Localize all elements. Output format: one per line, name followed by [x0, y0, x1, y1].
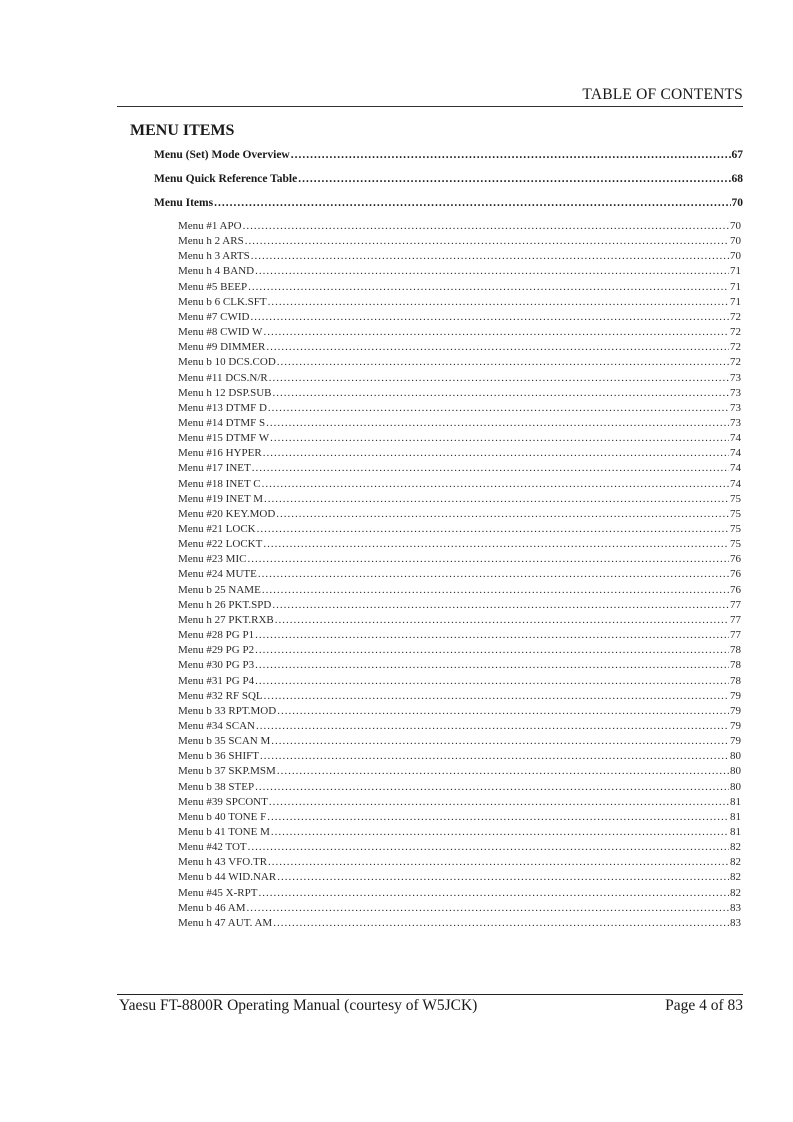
dot-leader — [258, 887, 729, 899]
toc-entry-page: 76 — [730, 553, 741, 566]
dot-leader — [266, 417, 729, 429]
toc-subentry[interactable] — [178, 553, 741, 565]
dot-leader — [273, 387, 729, 399]
dot-leader — [277, 356, 729, 368]
toc-entry-page: 81 — [730, 810, 741, 823]
toc-entry-title: Menu b 25 NAME — [178, 583, 261, 596]
toc-entry-page: 72 — [730, 356, 741, 369]
toc-entry-title: Menu #11 DCS.N/R — [178, 371, 268, 384]
toc-entry-page: 75 — [730, 523, 741, 535]
toc-entry-page: 78 — [730, 674, 741, 687]
toc-entry-page: 77 — [730, 613, 741, 626]
toc-subentry[interactable] — [178, 250, 741, 262]
toc-entry-page: 71 — [730, 265, 741, 278]
toc-entry-page: 77 — [730, 629, 741, 642]
toc-entry-title: Menu h 2 ARS — [178, 235, 244, 248]
toc-entry-page: 73 — [730, 371, 741, 384]
toc-entry-title: Menu #31 PG P4 — [178, 674, 255, 687]
dot-leader — [247, 902, 729, 914]
toc-entry-title: Menu Items — [154, 197, 214, 209]
dot-leader — [255, 675, 729, 687]
toc-entry-page: 72 — [730, 326, 741, 339]
toc-entry-page: 72 — [730, 310, 741, 323]
toc-entry-title: Menu #23 MIC — [178, 553, 247, 566]
toc-entry-page: 68 — [731, 173, 743, 185]
toc-entry-title: Menu #1 APO — [178, 220, 242, 232]
toc-subentry[interactable] — [178, 720, 741, 732]
toc-entry-page: 79 — [730, 719, 741, 732]
toc-entry-title: Menu b 38 STEP — [178, 780, 255, 793]
toc-subentry[interactable] — [178, 629, 741, 641]
toc-entry-title: Menu b 41 TONE M — [178, 826, 270, 838]
toc-entry-title: Menu #24 MUTE — [178, 568, 257, 581]
toc-subentry[interactable] — [178, 887, 741, 899]
dot-leader — [263, 326, 729, 338]
toc-entry-page: 82 — [730, 856, 741, 869]
toc-entry-title: Menu #32 RF SQL — [178, 689, 263, 702]
toc-entry-title: Menu #14 DTMF S — [178, 416, 266, 429]
toc-entry-page: 76 — [730, 568, 741, 581]
toc-entry-title: Menu #22 LOCKT — [178, 538, 263, 551]
toc-entry-title: Menu h 27 PKT.RXB — [178, 613, 274, 626]
toc-entry-page: 79 — [730, 735, 741, 748]
toc-entry-title: Menu #28 PG P1 — [178, 629, 255, 642]
toc-entry-page: 73 — [730, 416, 741, 429]
toc-subentry[interactable] — [178, 265, 741, 277]
toc-entry-title: Menu #29 PG P2 — [178, 644, 255, 657]
toc-subentry[interactable] — [178, 478, 741, 490]
dot-leader — [269, 372, 729, 384]
toc-subentry[interactable] — [178, 462, 741, 474]
toc-entry-page: 76 — [730, 583, 741, 596]
header-rule — [117, 106, 743, 107]
dot-leader — [270, 432, 729, 444]
toc-entry-title: Menu #17 INET — [178, 462, 251, 475]
toc-entry-page: 74 — [730, 432, 741, 445]
toc-entry-title: Menu h 26 PKT.SPD — [178, 598, 272, 611]
footer-title: Yaesu FT-8800R Operating Manual (courtesy of W5JCK) — [119, 997, 478, 1014]
toc-subentry[interactable] — [178, 902, 741, 914]
toc-subentry[interactable] — [178, 871, 741, 883]
toc-subentry[interactable] — [178, 493, 741, 505]
dot-leader — [266, 341, 729, 353]
header-title: TABLE OF CONTENTS — [582, 86, 743, 103]
dot-leader — [243, 220, 729, 232]
dot-leader — [257, 523, 729, 535]
toc-subentry[interactable] — [178, 690, 741, 702]
dot-leader — [255, 659, 729, 671]
toc-entry-page: 70 — [730, 250, 741, 263]
toc-entry-title: Menu (Set) Mode Overview — [154, 149, 290, 161]
toc-entry-title: Menu b 35 SCAN M — [178, 735, 271, 748]
toc-entry-page: 70 — [730, 235, 741, 248]
toc-entry-page: 72 — [730, 341, 741, 354]
toc-subentry[interactable] — [178, 675, 741, 687]
toc-subentry[interactable] — [178, 432, 741, 444]
toc-subentry[interactable] — [178, 220, 741, 232]
toc-subentry[interactable] — [178, 644, 741, 656]
dot-leader — [263, 447, 729, 459]
dot-leader — [277, 871, 729, 883]
dot-leader — [269, 796, 729, 808]
toc-entry-page: 74 — [730, 462, 741, 475]
dot-leader — [271, 735, 729, 747]
toc-subentry[interactable] — [178, 826, 741, 838]
toc-subentry[interactable] — [178, 614, 741, 626]
toc-entry-title: Menu #18 INET C — [178, 477, 261, 490]
toc-entry-page: 82 — [730, 841, 741, 854]
toc-entry-page: 80 — [730, 750, 741, 763]
toc-subentry[interactable] — [178, 917, 741, 929]
dot-leader — [267, 811, 729, 823]
dot-leader — [255, 265, 729, 277]
dot-leader — [255, 644, 729, 656]
toc-subentry[interactable] — [178, 765, 741, 777]
toc-subentry[interactable] — [178, 781, 741, 793]
dot-leader — [268, 296, 729, 308]
toc-entry-title: Menu Quick Reference Table — [154, 173, 298, 185]
toc-entry-title: Menu b 40 TONE F — [178, 810, 267, 823]
toc-entry[interactable] — [154, 173, 743, 185]
toc-entry-title: Menu #9 DIMMER — [178, 341, 266, 354]
dot-leader — [262, 478, 729, 490]
toc-entry-title: Menu #39 SPCONT — [178, 795, 268, 808]
dot-leader — [248, 281, 729, 293]
toc-entry-page: 78 — [730, 659, 741, 672]
toc-subentry[interactable] — [178, 750, 741, 762]
toc-entry-page: 78 — [730, 644, 741, 657]
toc-entry-title: Menu #8 CWID W — [178, 326, 263, 339]
toc-entry-title: Menu b 36 SHIFT — [178, 750, 259, 763]
dot-leader — [255, 629, 729, 641]
toc-entry-title: Menu #5 BEEP — [178, 280, 248, 293]
toc-entry-title: Menu #19 INET M — [178, 492, 264, 505]
toc-entry-page: 70 — [731, 197, 743, 209]
toc-entry-title: Menu b 37 SKP.MSM — [178, 765, 276, 778]
toc-subentry[interactable] — [178, 841, 741, 853]
toc-entry-page: 75 — [730, 507, 741, 520]
dot-leader — [255, 781, 729, 793]
toc-entry-title: Menu h 47 AUT. AM — [178, 916, 273, 929]
dot-leader — [252, 462, 729, 474]
toc-entry-page: 73 — [730, 386, 741, 399]
footer-rule — [117, 994, 743, 995]
toc-entry-title: Menu b 44 WID.NAR — [178, 871, 277, 884]
dot-leader — [272, 599, 729, 611]
dot-leader — [256, 720, 729, 732]
toc-entry-page: 77 — [730, 598, 741, 611]
toc-subentry[interactable] — [178, 659, 741, 671]
toc-entry-title: Menu h 12 DSP.SUB — [178, 386, 272, 399]
toc-entry[interactable] — [154, 149, 743, 161]
toc-subentry[interactable] — [178, 281, 741, 293]
toc-entry-page: 83 — [730, 916, 741, 929]
toc-entry-page: 75 — [730, 492, 741, 505]
toc-entry-title: Menu b 6 CLK.SFT — [178, 295, 267, 308]
toc-entry-page: 74 — [730, 477, 741, 490]
dot-leader — [276, 508, 729, 520]
dot-leader — [298, 173, 730, 185]
dot-leader — [245, 235, 729, 247]
dot-leader — [264, 690, 729, 702]
toc-entry-title: Menu h 3 ARTS — [178, 250, 250, 263]
toc-entry-page: 80 — [730, 780, 741, 793]
dot-leader — [268, 402, 729, 414]
toc-entry-title: Menu #30 PG P3 — [178, 659, 255, 672]
dot-leader — [268, 856, 729, 868]
dot-leader — [251, 311, 730, 323]
toc-entry-title: Menu h 4 BAND — [178, 265, 255, 278]
toc-subentry[interactable] — [178, 447, 741, 459]
dot-leader — [258, 568, 729, 580]
toc-entry-page: 82 — [730, 871, 741, 884]
toc-subentry[interactable] — [178, 387, 741, 399]
toc-entry-title: Menu #20 KEY.MOD — [178, 507, 276, 520]
toc-entry-page: 83 — [730, 901, 741, 914]
toc-entry-page: 81 — [730, 795, 741, 808]
toc-subentry[interactable] — [178, 796, 741, 808]
dot-leader — [260, 750, 729, 762]
toc-subentry[interactable] — [178, 235, 741, 247]
toc-subentry[interactable] — [178, 296, 741, 308]
section-heading: MENU ITEMS — [130, 122, 235, 139]
dot-leader — [275, 614, 729, 626]
dot-leader — [277, 705, 729, 717]
toc-subentry[interactable] — [178, 599, 741, 611]
dot-leader — [263, 538, 729, 550]
toc-entry-page: 70 — [730, 220, 741, 232]
toc-subentry[interactable] — [178, 735, 741, 747]
dot-leader — [214, 197, 730, 209]
toc-subentry[interactable] — [178, 523, 741, 535]
dot-leader — [291, 149, 731, 161]
toc-entry-page: 79 — [730, 704, 741, 717]
toc-subentry[interactable] — [178, 372, 741, 384]
toc-entry-page: 73 — [730, 401, 741, 414]
toc-entry-title: Menu h 43 VFO.TR — [178, 856, 268, 869]
toc-subentry[interactable] — [178, 856, 741, 868]
toc-entry[interactable] — [154, 197, 743, 209]
toc-entry-title: Menu #13 DTMF D — [178, 401, 267, 414]
toc-entry-title: Menu #42 TOT — [178, 841, 247, 854]
toc-entry-title: Menu #7 CWID — [178, 310, 250, 323]
toc-entry-title: Menu #34 SCAN — [178, 719, 256, 732]
toc-subentry[interactable] — [178, 341, 741, 353]
toc-entry-page: 74 — [730, 447, 741, 460]
toc-subentry[interactable] — [178, 402, 741, 414]
footer-page-number: Page 4 of 83 — [665, 997, 743, 1014]
toc-subentry[interactable] — [178, 508, 741, 520]
toc-entry-title: Menu b 10 DCS.COD — [178, 356, 276, 369]
dot-leader — [271, 826, 729, 838]
toc-subentry[interactable] — [178, 584, 741, 596]
toc-subentry[interactable] — [178, 326, 741, 338]
dot-leader — [264, 493, 729, 505]
toc-subentry[interactable] — [178, 568, 741, 580]
dot-leader — [273, 917, 729, 929]
toc-entry-page: 82 — [730, 886, 741, 899]
toc-subentry[interactable] — [178, 311, 741, 323]
toc-entry-title: Menu b 46 AM — [178, 901, 246, 914]
toc-entry-title: Menu #21 LOCK — [178, 523, 256, 535]
toc-entry-title: Menu #15 DTMF W — [178, 432, 270, 445]
toc-entry-page: 79 — [730, 689, 741, 702]
toc-entry-title: Menu b 33 RPT.MOD — [178, 704, 277, 717]
toc-entry-title: Menu #16 HYPER — [178, 447, 262, 460]
toc-entry-page: 75 — [730, 538, 741, 551]
toc-subentry[interactable] — [178, 417, 741, 429]
dot-leader — [247, 553, 729, 565]
toc-subentry[interactable] — [178, 356, 741, 368]
toc-subentry[interactable] — [178, 705, 741, 717]
toc-entry-page: 67 — [731, 149, 743, 161]
toc-entry-page: 71 — [730, 295, 741, 308]
toc-subentry[interactable] — [178, 538, 741, 550]
toc-entry-page: 81 — [730, 826, 741, 838]
dot-leader — [262, 584, 729, 596]
toc-entry-page: 80 — [730, 765, 741, 778]
dot-leader — [277, 765, 729, 777]
dot-leader — [251, 250, 729, 262]
dot-leader — [248, 841, 729, 853]
toc-entry-page: 71 — [730, 280, 741, 293]
toc-subentry[interactable] — [178, 811, 741, 823]
toc-entry-title: Menu #45 X-RPT — [178, 886, 258, 899]
